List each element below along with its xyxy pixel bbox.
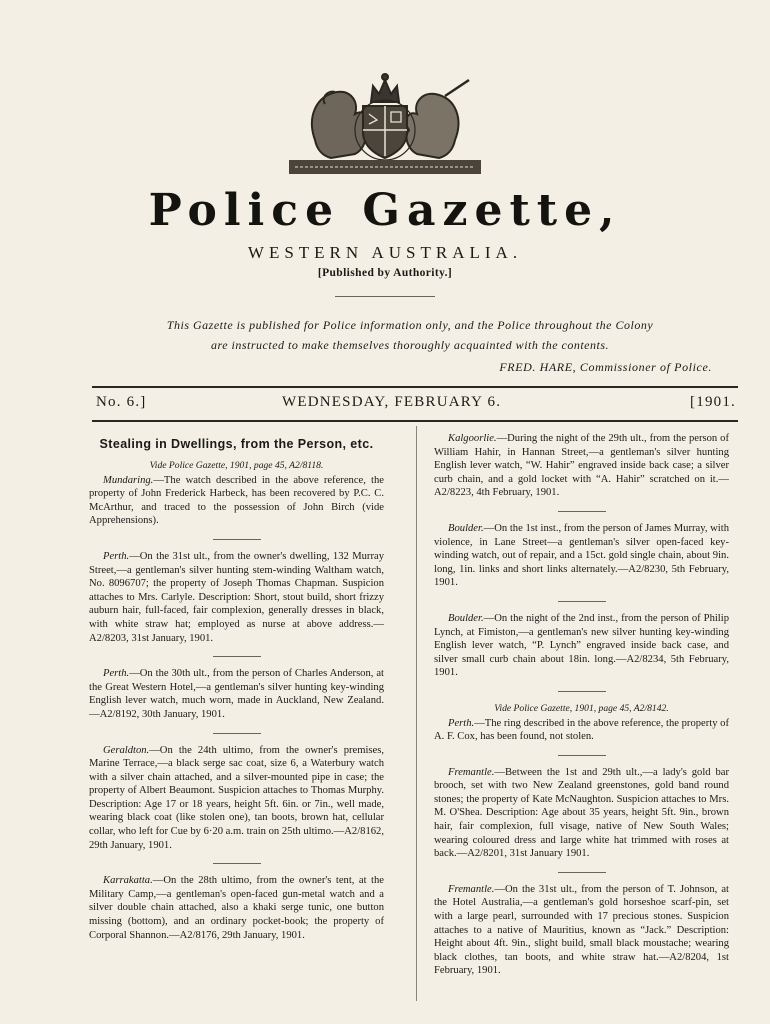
list-item: Karrakatta.—On the 28th ultimo, from the owner's tent, at the Military Camp,—a gentleman's open-faced gun-metal watch and a silver double chain attached, also a khaki serge tunic, one button missing (bottom), and an ordinary pocket-book; the property of Corporal Shannon.—A2/8176, 29th January, 1901. (89, 875, 384, 941)
list-item: Geraldton.—On the 24th ultimo, from the owner's premises, Marine Terrace,—a black serge sac coat, size 6, a Waterbury watch with a silver chain attached, and a silver-mounted pipe in case; the property of Albert Beaumont. Suspicion attaches to Thomas Murphy. Description: Age 17 or 18 years, height 5ft. 6in. or 7in., well made, wearing black coat (like stolen one), tan boots, brown hat, cellular collar, who left for Cue by 6·20 a.m. train on 25th ultimo.—A2/8162, 29th January, 1901. (89, 744, 384, 851)
gazette-reference: Vide Police Gazette, 1901, page 45, A2/8118. (149, 460, 324, 471)
list-item: Fremantle.—Between the 1st and 29th ult.,—a lady's gold bar brooch, set with two New Zealand greenstones, gold band round stones; the property of Kate McNaughton. Suspicion attaches to Mrs. M. O'Shea. Description: Age about 35 years, height 5ft. 9in., brown hair, fair complexion, full visage, native of New South Wales; wearing coloured dress and large white hat trimmed with roses at back.—A2/8201, 31st January 1901. (434, 766, 729, 860)
column-divider (416, 426, 417, 1001)
entry-divider (213, 539, 261, 540)
right-column (434, 432, 729, 978)
list-item: Perth.—On the 30th ult., from the person of Charles Anderson, at the Great Western Hotel,—a gentleman's silver hunting key-winding English lever watch, much worn, made in Auckland, New Zealand.—A2/8192, 30th January, 1901. (89, 668, 384, 720)
list-item: Boulder.—On the night of the 2nd inst., from the person of Philip Lynch, at Fimiston,—a gentleman's new silver hunting key-winding English lever watch, “P. Lynch” engraved inside back case, and silver small curb chain about 18in. long.—A2/8234, 5th February, 1901. (434, 612, 729, 679)
notice-line-1: This Gazette is published for Police information only, and the Police throughout the Colony (166, 318, 654, 332)
list-item: Perth.—On the 31st ult., from the owner's dwelling, 132 Murray Street,—a gentleman's silver hunting stem-winding Waltham watch, No. 8096707; the property of Joseph Thomas Chapman. Suspicion attaches to Mrs. Carlyle. Description: Short, stout build, short frizzy auburn hair, full-faced, fair complexion, generally dresses in black, with white straw hat; employed as nurse at above address.—A2/8203, 31st January, 1901. (89, 550, 384, 644)
list-item: Perth.—The ring described in the above reference, the property of A. F. Cox, has been found, not stolen. (434, 717, 729, 743)
entry-divider (558, 511, 606, 512)
issue-number: No. 6.] (96, 394, 147, 410)
gazette-notice (110, 315, 710, 355)
entry-divider (213, 733, 261, 734)
issue-line (96, 394, 736, 416)
entry-divider (213, 863, 261, 864)
authority-line: [Published by Authority.] (317, 267, 453, 279)
short-divider (335, 296, 435, 297)
entry-divider (558, 755, 606, 756)
list-item: Fremantle.—On the 31st ult., from the person of T. Johnson, at the Hotel Australia,—a gentleman's gold horseshoe scarf-pin, set with a large pearl, surrounded with 17 precious stones. Suspicion attaches to a native of Mauritius, known as “Jack.” Description: Height about 4ft. 9in., slight build, small black moustache; wearing black clothes, tan boots, and white straw hat.—A2/8204, 1st February, 1901. (434, 883, 729, 977)
issue-date: WEDNESDAY, FEBRUARY 6. (282, 394, 502, 410)
notice-line-2: are instructed to make themselves thoroughly acquainted with the contents. (210, 338, 610, 352)
gazette-subtitle: WESTERN AUSTRALIA. (247, 243, 523, 262)
entry-divider (213, 656, 261, 657)
issue-year: [1901. (690, 394, 736, 410)
royal-coat-of-arms-icon (285, 68, 485, 176)
left-column (89, 432, 384, 942)
gazette-title: Police Gazette, (148, 185, 622, 236)
entry-divider (558, 691, 606, 692)
section-title: Stealing in Dwellings, from the Person, etc. (99, 437, 374, 451)
entry-divider (558, 601, 606, 602)
header-rule-top (92, 386, 738, 388)
gazette-reference: Vide Police Gazette, 1901, page 45, A2/8142. (494, 702, 669, 714)
list-item: Kalgoorlie.—During the night of the 29th ult., from the person of William Hahir, in Hannan Street,—a gentleman's silver hunting English lever watch, “W. Hahir” engraved inside back case; a silver curb chain, and a gold locket with “A. Hahir” scratched on it.—A2/8223, 4th February, 1901. (434, 433, 729, 499)
entry-divider (558, 872, 606, 873)
list-item: Boulder.—On the 1st inst., from the person of James Murray, with violence, in Lane Street—a gentleman's silver open-faced key-winding watch, out of repair, and a 15ct. gold single chain, about 9in. long, 1in. links and short links alternately.—A2/8230, 5th February, 1901. (434, 522, 729, 589)
header-rule-bottom (92, 420, 738, 422)
commissioner-signature: FRED. HARE, Commissioner of Police. (499, 360, 712, 374)
list-item: Mundaring.—The watch described in the above reference, the property of John Frederick Harbeck, has been recovered by P.C. C. McArthur, and traced to the possession of John Birch (vide Apprehensions). (89, 474, 384, 527)
